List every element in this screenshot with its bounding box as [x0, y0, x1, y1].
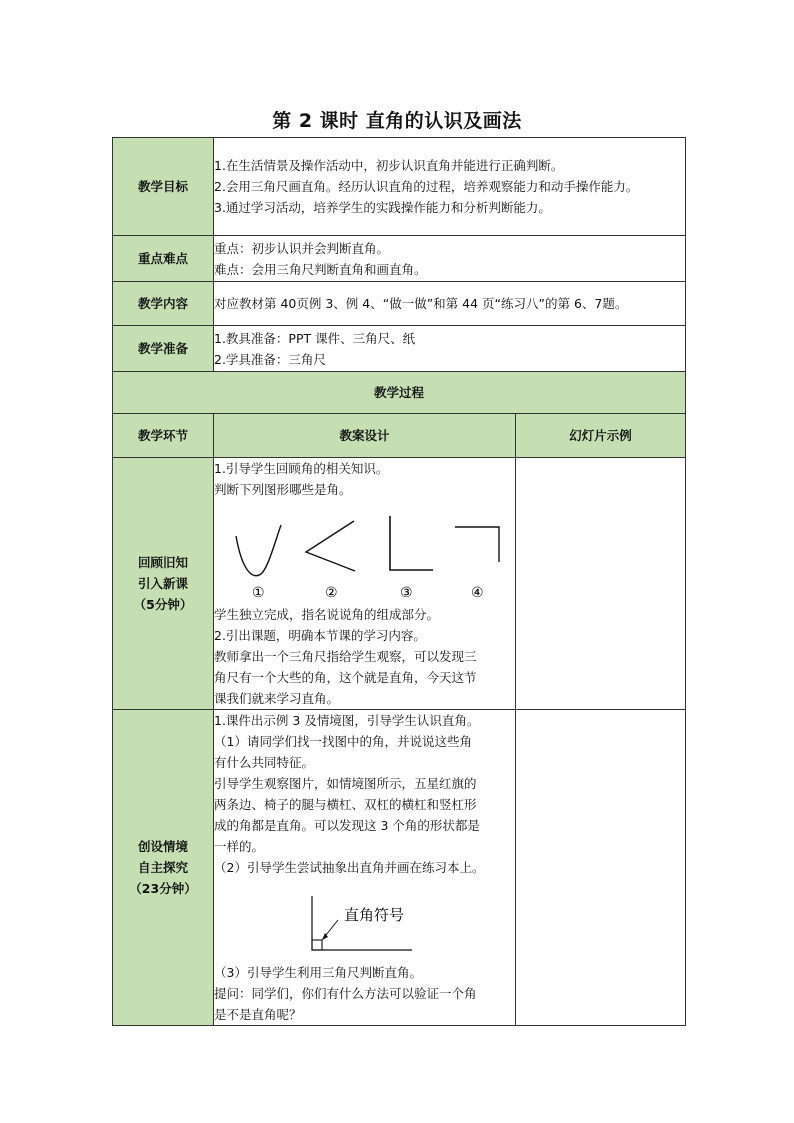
design-line: （2）引导学生尝试抽象出直角并画在练习本上。: [214, 860, 485, 875]
prep-line: 1.教具准备：PPT 课件、三角尺、纸: [214, 330, 416, 346]
goals-content: [214, 138, 686, 236]
phase-explore-slides: [516, 710, 686, 1026]
figure-corner: [455, 527, 499, 562]
figure-angle: [306, 521, 355, 571]
col-header-design: 教案设计: [214, 414, 516, 458]
design-line: 是不是直角呢？: [214, 1007, 302, 1022]
design-line: （1）请同学们找一找图中的角，并说说这些角: [214, 734, 472, 749]
col-header-slides: 幻灯片示例: [516, 414, 686, 458]
phase-review-slides: [516, 458, 686, 710]
design-line: 引导学生观察图片，如情境图所示，五星红旗的: [214, 776, 477, 791]
figure-curve: [236, 525, 281, 576]
design-line: 2.引出课题，明确本节课的学习内容。: [214, 628, 426, 643]
figure-label: ①: [252, 585, 265, 601]
design-line: 判断下列图形哪些是角。: [214, 482, 352, 497]
right-angle-mark: [312, 940, 322, 950]
phase-name-line: 回顾旧知: [137, 555, 188, 570]
content-text: [214, 282, 686, 326]
row-preparation: [113, 326, 686, 372]
angle-figures: [214, 500, 515, 604]
design-line: 课我们就来学习直角。: [214, 691, 340, 706]
phase-review-design: [214, 458, 516, 710]
design-line: 一样的。: [214, 839, 265, 854]
row-phase-explore: [113, 710, 686, 1026]
page-title: 第 2 课时 直角的认识及画法: [272, 110, 522, 132]
design-line: 成的角都是直角。可以发现这 3 个角的形状都是: [214, 818, 480, 833]
preparation-content: [214, 326, 686, 372]
phase-name-line: 自主探究: [137, 860, 188, 875]
figure-label: ④: [471, 585, 484, 601]
key-line: 难点：会用三角尺判断直角和画直角。: [214, 261, 427, 277]
design-line: 教师拿出一个三角尺指给学生观察，可以发现三: [214, 649, 477, 664]
design-line: 学生独立完成，指名说说角的组成部分。: [214, 607, 440, 622]
right-angle-symbol-svg: [214, 878, 506, 962]
phase-name-line: 创设情境: [137, 839, 188, 854]
prep-line: 2.学具准备：三角尺: [214, 351, 326, 367]
label-goals: 教学目标: [113, 138, 214, 236]
row-key-points: [113, 236, 686, 282]
goal-line: 2.会用三角尺画直角。经历认识直角的过程，培养观察能力和动手操作能力。: [214, 179, 639, 194]
right-angle-symbol-figure: [214, 878, 515, 962]
figure-label: ②: [325, 585, 338, 601]
lesson-plan-table: [112, 137, 686, 1026]
phase-duration: （5分钟）: [133, 597, 193, 612]
phase-explore-name: [113, 710, 214, 1026]
design-line: 两条边、椅子的腿与横杠、双杠的横杠和竖杠形: [214, 797, 477, 812]
angle-figures-svg: [214, 500, 506, 604]
phase-explore-design: [214, 710, 516, 1026]
goal-line: 1.在生活情景及操作活动中，初步认识直角并能进行正确判断。: [214, 158, 564, 173]
key-points-content: [214, 236, 686, 282]
row-process-title: [113, 372, 686, 414]
content-line: 对应教材第 40页例 3、例 4、“做一做”和第 44 页“练习八”的第 6、7题。: [214, 296, 628, 311]
phase-duration: （23分钟）: [129, 881, 197, 896]
label-preparation: 教学准备: [113, 326, 214, 372]
figure-label: ③: [400, 585, 413, 601]
design-line: 提问：同学们，你们有什么方法可以验证一个角: [214, 986, 477, 1001]
design-line: （3）引导学生利用三角尺判断直角。: [214, 965, 422, 980]
design-line: 有什么共同特征。: [214, 755, 315, 770]
phase-name-line: 引入新课: [137, 576, 188, 591]
phase-review-name: [113, 458, 214, 710]
row-phase-review: [113, 458, 686, 710]
row-content: [113, 282, 686, 326]
figure-right-angle: [390, 516, 433, 570]
label-key-points: 重点难点: [113, 236, 214, 282]
design-line: 1.课件出示例 3 及情境图，引导学生认识直角。: [214, 713, 480, 728]
label-content: 教学内容: [113, 282, 214, 326]
goal-line: 3.通过学习活动，培养学生的实践操作能力和分析判断能力。: [214, 200, 551, 215]
design-line: 角尺有一个大些的角，这个就是直角，今天这节: [214, 670, 477, 685]
process-title: 教学过程: [113, 372, 686, 414]
row-goals: [113, 138, 686, 236]
design-line: 1.引导学生回顾角的相关知识。: [214, 461, 389, 476]
right-angle-symbol-label: 直角符号: [344, 906, 405, 924]
row-process-header: [113, 414, 686, 458]
col-header-phase: 教学环节: [113, 414, 214, 458]
key-line: 重点：初步认识并会判断直角。: [214, 240, 390, 256]
